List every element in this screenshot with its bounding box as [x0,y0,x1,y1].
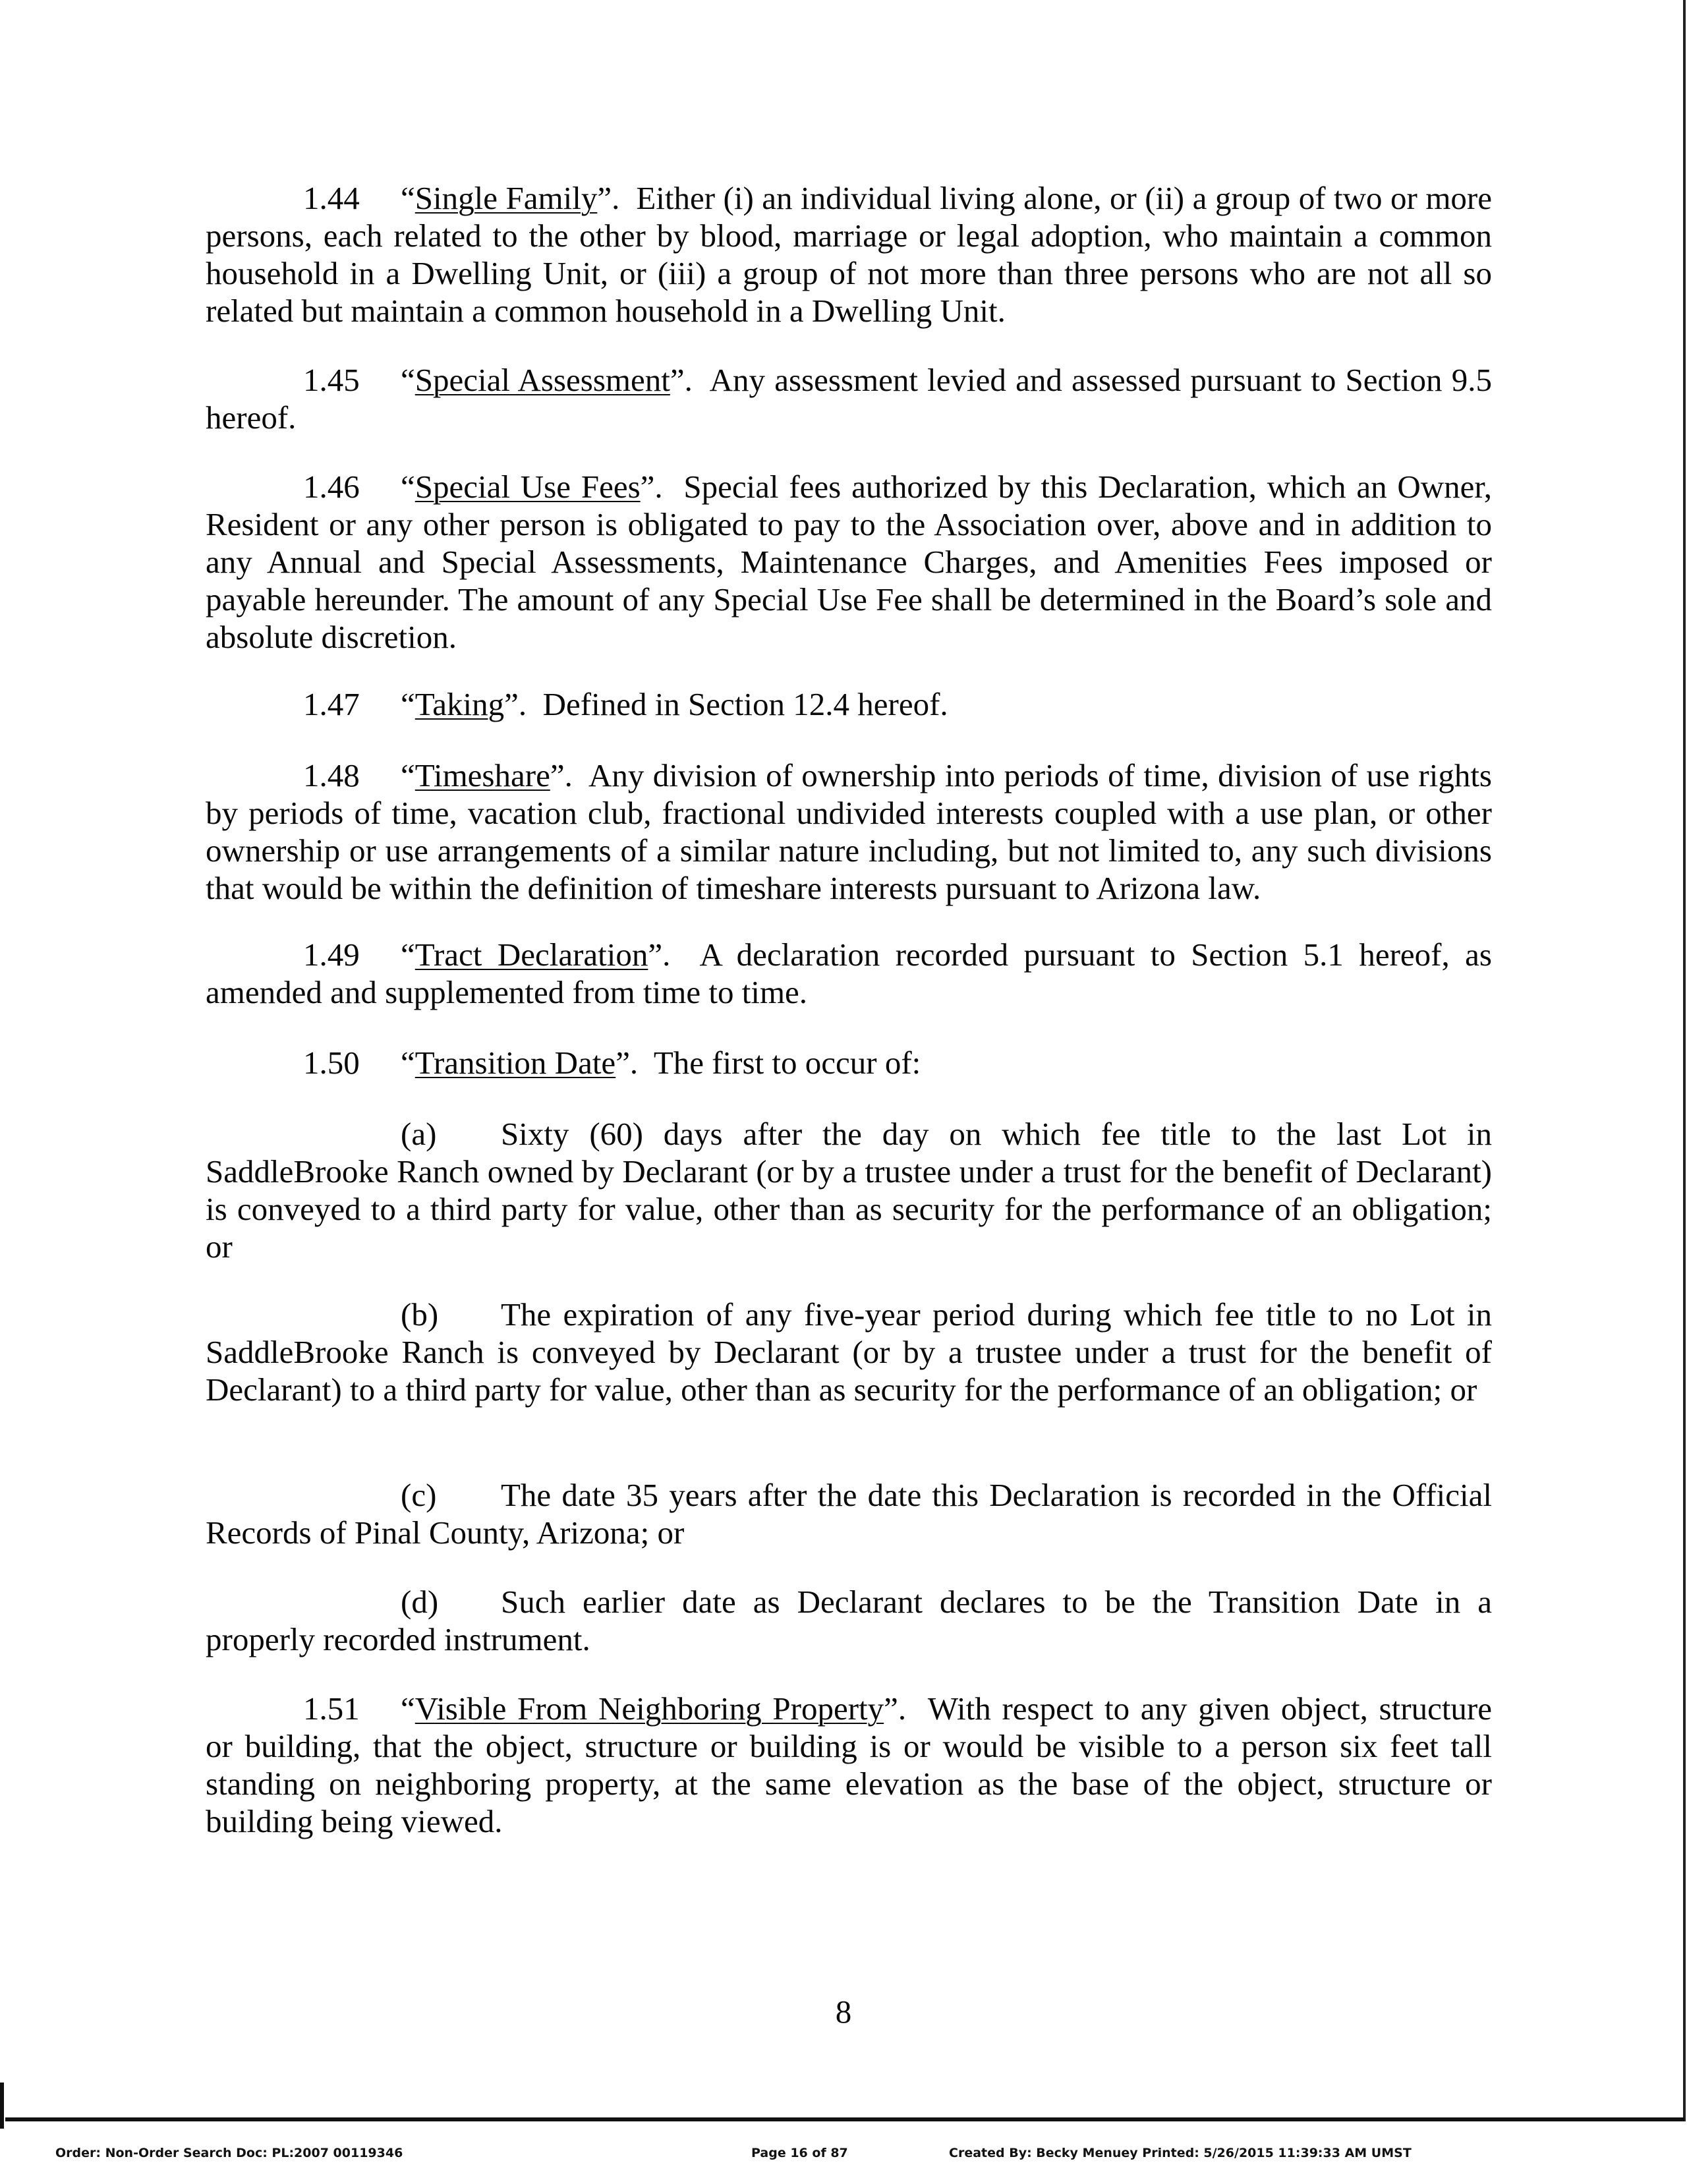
item-letter: (b) [401,1296,439,1333]
definition-1-51 [206,1690,1492,1840]
item-text: The expiration of any five-year period during which fee title to no Lot in SaddleBrooke Ranch is conveyed by Declarant (or by a trustee under a trust for the benefit of Declarant) to a third party for value, other than as security for the performance of an obligation; or [206,1296,1492,1408]
close-quote: ”. [504,686,527,722]
item-letter: (d) [401,1584,439,1620]
section-number: 1.51 [303,1690,360,1727]
open-quote: “ [401,686,415,722]
section-number: 1.44 [303,180,360,216]
page-number: 8 [835,1994,852,2030]
defined-term: Special Assessment [415,362,670,398]
definition-1-49 [206,936,1492,1011]
definition-1-48 [206,757,1492,907]
section-number: 1.46 [303,469,360,505]
definition-text: Either (i) an individual living alone, or (ii) a group of two or more persons, each related to the other by blood, marriage or legal adoption, who maintain a common household in a Dwelling Unit, or (iii) a group of not more than three persons who are not all so related but maintain a common household in a Dwelling Unit. [206,180,1493,329]
defined-term: Special Use Fees [415,469,641,505]
open-quote: “ [401,180,415,216]
transition-item-c [206,1476,1492,1551]
item-letter: (c) [401,1477,437,1513]
open-quote: “ [401,1045,415,1081]
transition-item-a [206,1115,1492,1265]
definition-text: With respect to any given object, structure or building, that the object, structure or building is or would be visible to a person six feet tall standing on neighboring property, at the same elevation as the base of the object, structure or building being viewed. [206,1690,1492,1839]
open-quote: “ [401,362,415,398]
definition-text: Any division of ownership into periods of time, division of use rights by periods of time, vacation club, fractional undivided interests coupled with a use plan, or other ownership or use arrangements of a similar nature including, but not limited to, any such divisions that would be within the definition of timeshare interests pursuant to Arizona law. [206,757,1493,906]
page-corner-mark [0,2083,4,2129]
definition-1-47 [206,685,1492,723]
footer-order-info: Order: Non-Order Search Doc: PL:2007 00119346 [55,2146,403,2160]
open-quote: “ [401,757,415,793]
section-number: 1.47 [303,686,360,722]
item-letter: (a) [401,1116,437,1152]
close-quote: ”. [550,757,573,793]
defined-term: Taking [415,686,505,722]
footer-page-count: Page 16 of 87 [751,2146,848,2160]
footer-print-info: Created By: Becky Menuey Printed: 5/26/2015 11:39:33 AM UMST [949,2146,1412,2160]
footer-divider [5,2117,1684,2121]
close-quote: ”. [670,362,693,398]
defined-term: Visible From Neighboring Property [415,1690,884,1727]
definition-1-45 [206,361,1492,436]
defined-term: Timeshare [415,757,550,793]
definition-text: Special fees authorized by this Declaration, which an Owner, Resident or any other person is obligated to pay to the Association over, above and in addition to any Annual and Special Assessments, Maintenance Charges, and Amenities Fees imposed or payable hereunder. The amount of any Special Use Fee shall be determined in the Board’s sole and absolute discretion. [206,469,1493,655]
section-number: 1.45 [303,362,360,398]
definition-text: Defined in Section 12.4 hereof. [542,686,948,722]
definition-1-50 [206,1044,1492,1081]
close-quote: ”. [648,936,671,973]
close-quote: ”. [884,1690,907,1727]
defined-term: Tract Declaration [415,936,648,973]
open-quote: “ [401,469,415,505]
transition-item-b [206,1296,1492,1408]
page-edge-line [1683,0,1686,2121]
definition-text: Any assessment levied and assessed pursuant to Section 9.5 hereof. [206,362,1492,436]
close-quote: ”. [615,1045,639,1081]
definition-1-44 [206,179,1492,330]
section-number: 1.50 [303,1045,360,1081]
open-quote: “ [401,1690,415,1727]
open-quote: “ [401,936,415,973]
item-text: The date 35 years after the date this Declaration is recorded in the Official Records of Pinal County, Arizona; or [206,1477,1492,1551]
definition-1-46 [206,468,1492,656]
defined-term: Transition Date [415,1045,616,1081]
item-text: Such earlier date as Declarant declares to be the Transition Date in a properly recorded instrument. [206,1584,1492,1657]
section-number: 1.48 [303,757,360,793]
section-number: 1.49 [303,936,360,973]
item-text: Sixty (60) days after the day on which fee title to the last Lot in SaddleBrooke Ranch owned by Declarant (or by a trustee under a trust for the benefit of Declarant) is conveyed to a third party for value, other than as security for the performance of an obligation; or [206,1116,1492,1265]
definition-text: The first to occur of: [653,1045,921,1081]
definition-text: A declaration recorded pursuant to Section 5.1 hereof, as amended and supplemented from time to time. [206,936,1492,1010]
transition-item-d [206,1583,1492,1658]
close-quote: ”. [640,469,663,505]
close-quote: ”. [597,180,620,216]
defined-term: Single Family [415,180,598,216]
